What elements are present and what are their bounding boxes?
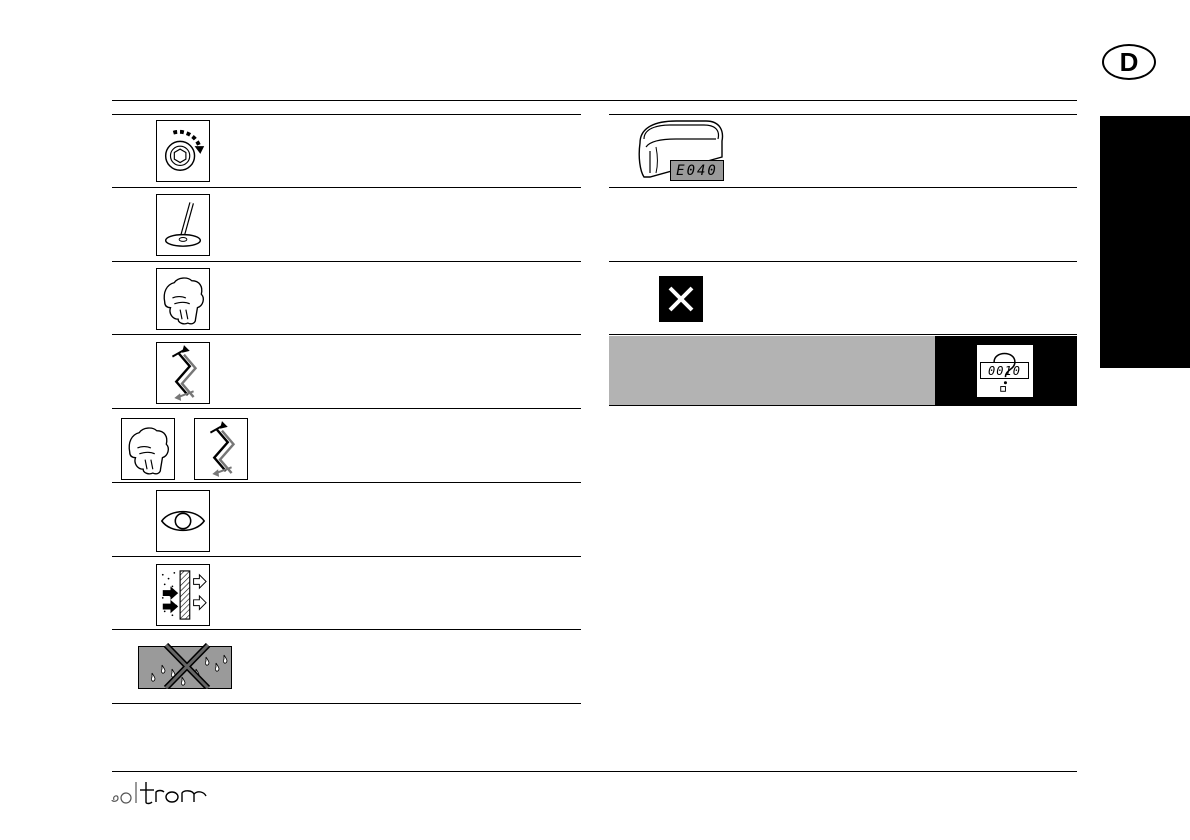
- error-display: [670, 160, 724, 181]
- error-code: E040: [676, 162, 718, 179]
- display-code: 0010: [988, 363, 1021, 378]
- rotate-tube-icon: [194, 418, 248, 480]
- section-tab: [1100, 116, 1190, 368]
- rotate-tube-icon: [156, 342, 210, 404]
- row-divider: [609, 114, 1077, 115]
- footer-rule: [112, 771, 1077, 772]
- display-readout: [980, 362, 1029, 379]
- row-divider: [112, 629, 581, 630]
- cleaning-tool-icon: [156, 194, 210, 256]
- row-divider: [112, 482, 581, 483]
- row-divider: [609, 187, 1077, 188]
- filter-airflow-icon: [156, 564, 210, 626]
- rotate-screw-icon: [156, 120, 210, 182]
- row-divider: [609, 334, 1077, 335]
- row-divider: [112, 334, 581, 335]
- no-liquid-icon: [138, 643, 232, 689]
- display-question-icon: [976, 344, 1034, 398]
- row-divider: [112, 187, 581, 188]
- row-divider: [112, 114, 581, 115]
- row-divider: [609, 261, 1077, 262]
- hand-wipe-icon: [156, 268, 210, 330]
- row-divider: [112, 556, 581, 557]
- close-x-icon: [659, 276, 703, 322]
- row-divider: [112, 261, 581, 262]
- eye-inspect-icon: [156, 490, 210, 552]
- brand-logo: [110, 778, 210, 808]
- hand-wipe-icon: [121, 418, 175, 480]
- language-badge: D: [1102, 44, 1156, 80]
- row-divider: [609, 405, 1077, 406]
- row-divider: [112, 703, 581, 704]
- row-divider: [112, 408, 581, 409]
- display-panel: [935, 336, 1077, 405]
- header-rule: [112, 100, 1077, 101]
